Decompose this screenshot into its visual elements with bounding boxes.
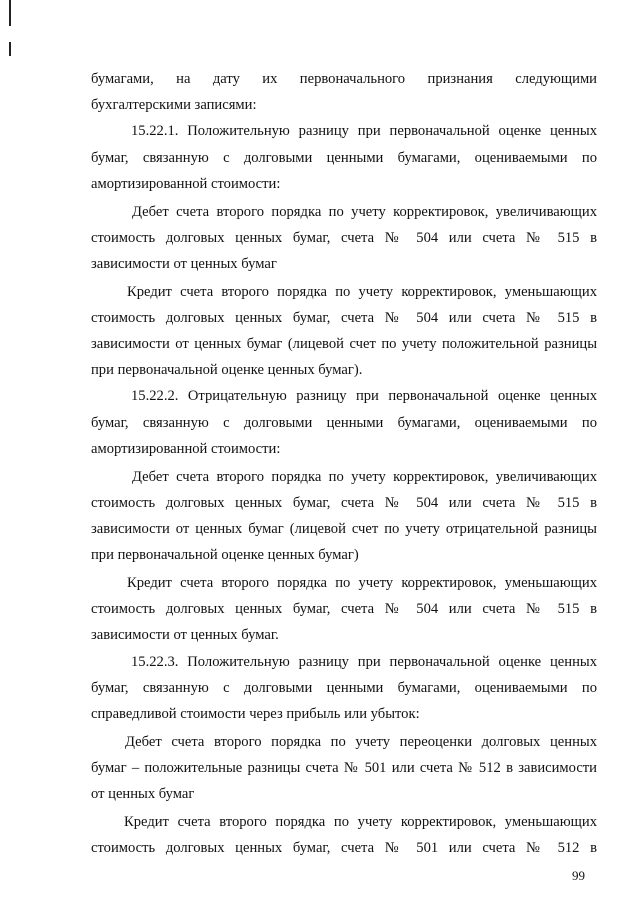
- debit-entry: Дебет счета второго порядка по учету корректировок, увеличивающих: [132, 468, 597, 485]
- section-heading-15-22-3: 15.22.3. Положительную разницу при первоначальной оценке ценных: [131, 653, 597, 670]
- section-heading-15-22-1: 15.22.1. Положительную разницу при первоначальной оценке ценных: [131, 123, 597, 140]
- text-line: зависимости от ценных бумаг: [91, 255, 277, 272]
- text-line: от ценных бумаг: [91, 786, 195, 803]
- text-line: стоимость долговых ценных бумаг, счета № 501 или счета № 512 в: [91, 840, 597, 856]
- text-line: стоимость долговых ценных бумаг, счета № 504 или счета № 515 в: [91, 229, 597, 246]
- text-line: зависимости от ценных бумаг (лицевой счет по учету отрицательной разницы: [91, 520, 597, 537]
- scan-edge-mark: [9, 0, 11, 26]
- text-line: амортизированной стоимости:: [91, 440, 281, 457]
- text-line: стоимость долговых ценных бумаг, счета № 504 или счета № 515 в: [91, 309, 597, 326]
- credit-entry: Кредит счета второго порядка по учету корректировок, уменьшающих: [127, 574, 597, 591]
- credit-entry: Кредит счета второго порядка по учету корректировок, уменьшающих: [127, 283, 597, 300]
- body-text: [91, 66, 597, 861]
- text-line: бумаг, связанную с долговыми ценными бумагами, оцениваемыми по: [91, 679, 597, 696]
- text-line: бумаг – положительные разницы счета № 501 или счета № 512 в зависимости: [91, 759, 597, 776]
- text-line: бухгалтерскими записями:: [91, 97, 257, 114]
- page-number: 99: [572, 868, 585, 883]
- text-line: справедливой стоимости через прибыль или убыток:: [91, 705, 420, 722]
- text-line: бумаг, связанную с долговыми ценными бумагами, оцениваемыми по: [91, 414, 597, 431]
- section-heading-15-22-2: 15.22.2. Отрицательную разницу при первоначальной оценке ценных: [131, 388, 597, 405]
- text-line: при первоначальной оценке ценных бумаг): [91, 547, 359, 564]
- text-line: зависимости от ценных бумаг (лицевой счет по учету положительной разницы: [91, 336, 597, 353]
- debit-entry: Дебет счета второго порядка по учету переоценки долговых ценных: [125, 733, 597, 750]
- credit-entry: Кредит счета второго порядка по учету корректировок, уменьшающих: [124, 813, 597, 830]
- scan-edge-mark: [9, 42, 11, 56]
- text-line: амортизированной стоимости:: [91, 175, 281, 192]
- text-line: стоимость долговых ценных бумаг, счета № 504 или счета № 515 в: [91, 494, 597, 511]
- text-line: стоимость долговых ценных бумаг, счета № 504 или счета № 515 в: [91, 601, 597, 618]
- debit-entry: Дебет счета второго порядка по учету корректировок, увеличивающих: [132, 203, 597, 220]
- text-line: бумагами, на дату их первоначального признания следующими: [91, 71, 597, 87]
- text-line: зависимости от ценных бумаг.: [91, 627, 279, 644]
- text-line: бумаг, связанную с долговыми ценными бумагами, оцениваемыми по: [91, 149, 597, 166]
- text-line: при первоначальной оценке ценных бумаг).: [91, 362, 363, 379]
